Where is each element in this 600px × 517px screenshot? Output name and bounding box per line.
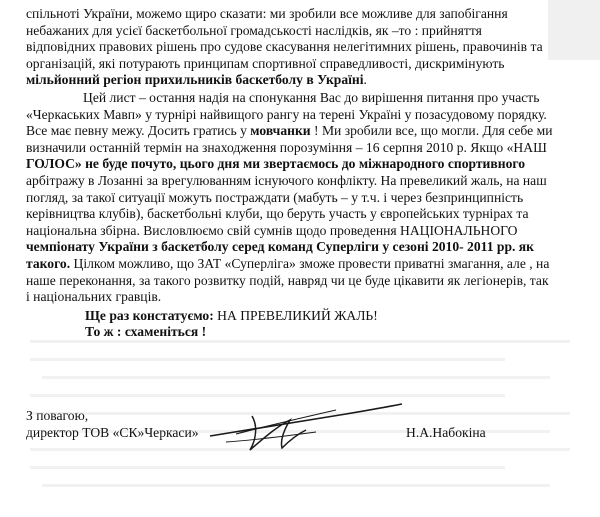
- text-line: [26, 239, 582, 256]
- handwritten-signature: [206, 396, 406, 458]
- text-line: [26, 256, 582, 273]
- text-line: арбітражу в Лозанні за врегулюванням існуючого конфлікту. На превеликий жаль, на наш: [26, 172, 547, 188]
- paragraph-1: [26, 6, 582, 89]
- text-fragment: .: [363, 72, 367, 88]
- signer-name: Н.А.Набокіна: [406, 425, 486, 440]
- text-line: [26, 72, 582, 89]
- regards-line: З повагою,: [26, 408, 89, 423]
- text-line: організацій, які потурають принципам спортивної справедливості, дискримінують: [26, 55, 505, 71]
- text-fragment: Все має певну межу. Досить гратись у: [26, 123, 251, 139]
- bold-text: мільйонний регіон прихильників баскетболу в Україні: [26, 72, 364, 88]
- text-line: наше переконання, за такого розвитку подій, навряд чи це буде цікавити як легіонерів, так: [26, 272, 549, 288]
- bold-text: ГОЛОС» не буде почуто, цього дня ми звертаємось до міжнародного спортивного: [26, 156, 525, 172]
- text-line: керівництва клубів), баскетбольні клуби, що беруть участь у європейських турнірах та: [26, 206, 529, 222]
- position-line: директор ТОВ «СК»Черкаси»: [26, 425, 199, 440]
- text-line: [26, 156, 582, 173]
- text-line: спільноті України, можемо щиро сказати: ми зробили все можливе для запобігання: [26, 6, 508, 21]
- text-line: Цей лист – остання надія на спонукання Вас до вирішення питання про участь: [83, 89, 540, 105]
- text-line: і національних гравців.: [26, 289, 162, 305]
- closing-block: [26, 407, 199, 441]
- text-line: небажаних для усієї баскетбольної громадськості наслідків, як –то : прийняття: [26, 22, 482, 38]
- text-line: [26, 324, 582, 341]
- text-line: визначили останній термін на знаходження порозуміння – 16 серпня 2010 р. Якщо «НАШ: [26, 139, 547, 155]
- text-fragment: ! Ми зробили все, що могли. Для себе ми: [310, 123, 553, 139]
- text-line: [26, 308, 582, 325]
- bold-text: чемпіонату України з баскетболу серед команд Суперліги у сезоні 2010- 2011 рр. як: [26, 239, 534, 255]
- paragraph-3: [26, 308, 582, 341]
- letter-body: [26, 6, 582, 341]
- bold-text: Ще раз констатуємо:: [85, 307, 214, 323]
- text-line: «Черкаських Мавп» у турнірі найвищого рангу на терені Україні у позасудовому порядку.: [26, 106, 547, 122]
- text-line: відповідних правових рішень про судове скасування нелегітимних рішень, правочинів та: [26, 39, 543, 55]
- text-line: національна збірна. Висловлюємо свій сумнів щодо проведення НАЦІОНАЛЬНОГО: [26, 222, 518, 238]
- paragraph-2: [26, 90, 582, 306]
- text-fragment: НА ПРЕВЕЛИКИЙ ЖАЛЬ!: [213, 307, 378, 323]
- text-line: погляд, за такої ситуації можуть постраждати (мабуть – у т.ч. і через безпринципність: [26, 189, 524, 205]
- bold-text: То ж : схаменіться !: [85, 324, 207, 340]
- bold-text: мовчанки: [250, 123, 311, 139]
- text-fragment: Цілком можливо, що ЗАТ «Суперліга» зможе провести приватні змагання, але , на: [70, 255, 550, 271]
- text-line: [26, 123, 582, 140]
- bold-text: такого.: [26, 255, 71, 271]
